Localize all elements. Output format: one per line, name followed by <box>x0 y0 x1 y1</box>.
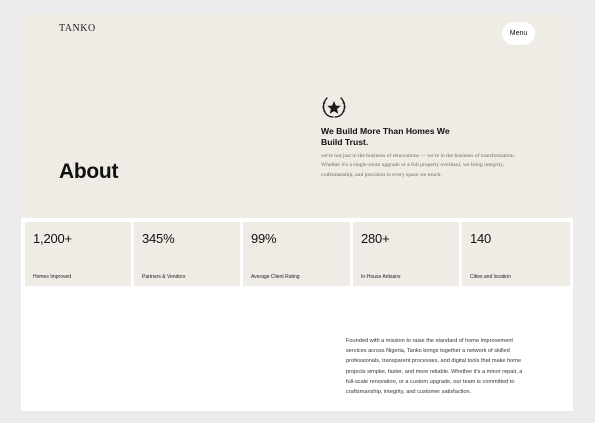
stat-label: Homes Improved <box>33 274 72 280</box>
menu-button[interactable]: Menu <box>502 22 535 45</box>
stat-card-client-rating <box>243 222 350 286</box>
company-story-text: Founded with a mission to raise the standard of home improvement services across Nigeria, Tanko brings together a network of skilled professionals, transparent processes, and digital tools that make home projects simpler, faster, and more reliable. Whether it's a minor repair, a full-scale renovation, or a custom upgrade, our team is committed to craftsmanship, integrity, and customer satisfaction. <box>346 338 523 396</box>
stat-card-partners-vendors <box>134 222 240 286</box>
stats-row <box>21 219 573 288</box>
stat-card-artisans <box>353 222 459 286</box>
stat-value: 140 <box>470 231 492 246</box>
stat-label: Average Client Rating <box>251 274 300 280</box>
trust-heading: We Build More Than Homes We Build Trust. <box>321 126 450 147</box>
stat-value: 99% <box>251 231 277 246</box>
laurel-star-icon <box>320 95 348 119</box>
stat-label: Partners & Vendors <box>142 274 186 280</box>
stat-card-cities <box>462 222 570 286</box>
hero-section <box>21 14 573 218</box>
stat-value: 345% <box>142 231 175 246</box>
stat-value: 280+ <box>361 231 390 246</box>
trust-description: we're not just in the business of renovations — we're in the business of transformation. Whether it's a single-room upgrade or a full property overhaul, we bring integrity, craftsmanship, and precision to every space we touch. <box>321 153 516 178</box>
brand-logo[interactable]: TANKO <box>59 23 96 34</box>
page-title: About <box>59 160 119 183</box>
about-page <box>21 14 573 411</box>
stat-label: Cities and location <box>470 274 511 280</box>
stat-value: 1,200+ <box>33 231 72 246</box>
stat-label: In-House Artisans <box>361 274 401 280</box>
stat-card-homes-improved <box>25 222 131 286</box>
